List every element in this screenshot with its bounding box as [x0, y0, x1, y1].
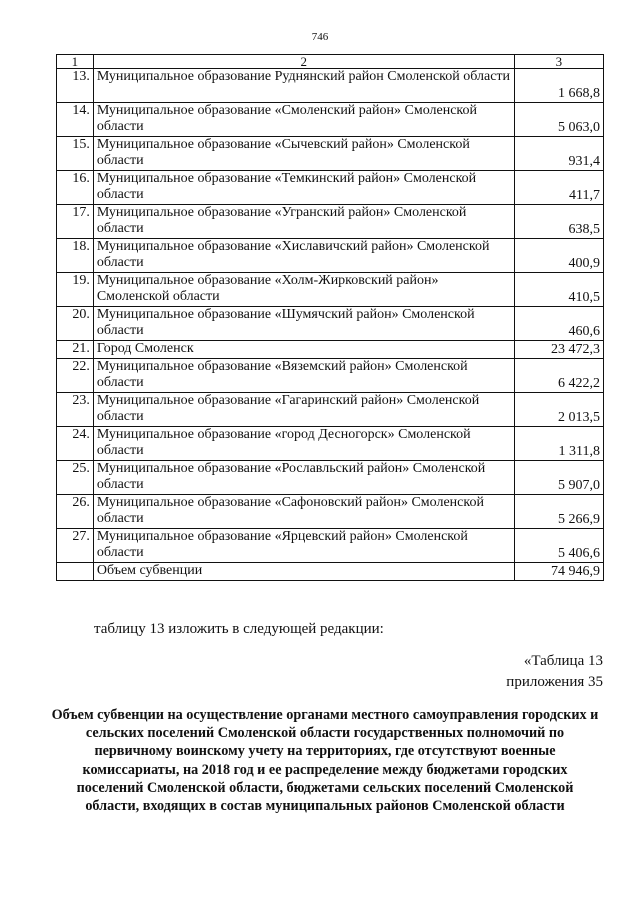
table-row [57, 171, 604, 205]
document-title: Объем субвенции на осуществление органами местного самоуправления городских и сельских поселений Смоленской области государственных полномочий по первичному воинскому учету на территориях, где отсутствуют военные комиссариаты, на 2018 год и ее распределение между бюджетами городских поселений Смоленской области, бюджетами сельских поселений Смоленской области, входящих в состав муниципальных районов Смоленской области [51, 707, 599, 815]
row-value: 460,6 [514, 307, 603, 341]
table-row [57, 359, 604, 393]
total-label: Объем субвенции [93, 563, 514, 581]
row-value: 5 406,6 [514, 529, 603, 563]
total-number [57, 563, 94, 581]
row-name: Город Смоленск [93, 341, 514, 359]
table-row [57, 393, 604, 427]
row-number: 16. [57, 171, 94, 205]
row-value: 638,5 [514, 205, 603, 239]
table-row [57, 341, 604, 359]
row-name: Муниципальное образование Руднянский район Смоленской области [93, 69, 514, 103]
total-value: 74 946,9 [514, 563, 603, 581]
row-name: Муниципальное образование «Шумячский район» Смоленской области [93, 307, 514, 341]
instruction-text: таблицу 13 изложить в следующей редакции: [94, 621, 384, 637]
table-reference-line2: приложения 35 [506, 674, 603, 690]
row-name: Муниципальное образование «Сычевский район» Смоленской области [93, 137, 514, 171]
row-number: 14. [57, 103, 94, 137]
row-value: 5 063,0 [514, 103, 603, 137]
row-number: 21. [57, 341, 94, 359]
row-number: 23. [57, 393, 94, 427]
row-number: 15. [57, 137, 94, 171]
row-name: Муниципальное образование «Темкинский район» Смоленской области [93, 171, 514, 205]
subvention-table [56, 54, 604, 581]
row-value: 2 013,5 [514, 393, 603, 427]
row-name: Муниципальное образование «Хиславичский район» Смоленской области [93, 239, 514, 273]
row-value: 1 311,8 [514, 427, 603, 461]
row-value: 5 907,0 [514, 461, 603, 495]
row-value: 400,9 [514, 239, 603, 273]
table-row [57, 495, 604, 529]
table-row [57, 427, 604, 461]
row-name: Муниципальное образование «Смоленский район» Смоленской области [93, 103, 514, 137]
table-reference [506, 651, 603, 693]
row-number: 25. [57, 461, 94, 495]
header-col-3: 3 [514, 55, 603, 69]
row-value: 411,7 [514, 171, 603, 205]
row-name: Муниципальное образование «Рославльский район» Смоленской области [93, 461, 514, 495]
table-reference-line1: «Таблица 13 [523, 653, 603, 669]
row-number: 20. [57, 307, 94, 341]
table-row [57, 69, 604, 103]
row-name: Муниципальное образование «Угранский район» Смоленской области [93, 205, 514, 239]
table-row [57, 239, 604, 273]
row-name: Муниципальное образование «Сафоновский район» Смоленской области [93, 495, 514, 529]
table-row [57, 307, 604, 341]
row-number: 24. [57, 427, 94, 461]
table-row [57, 529, 604, 563]
row-name: Муниципальное образование «Ярцевский район» Смоленской области [93, 529, 514, 563]
row-number: 17. [57, 205, 94, 239]
table-row [57, 137, 604, 171]
total-row [57, 563, 604, 581]
row-value: 6 422,2 [514, 359, 603, 393]
row-name: Муниципальное образование «город Десногорск» Смоленской области [93, 427, 514, 461]
table-header-row [57, 55, 604, 69]
row-value: 23 472,3 [514, 341, 603, 359]
table-row [57, 205, 604, 239]
row-value: 5 266,9 [514, 495, 603, 529]
row-value: 410,5 [514, 273, 603, 307]
table-row [57, 273, 604, 307]
header-col-1: 1 [57, 55, 94, 69]
row-name: Муниципальное образование «Гагаринский район» Смоленской области [93, 393, 514, 427]
row-number: 27. [57, 529, 94, 563]
row-number: 19. [57, 273, 94, 307]
row-name: Муниципальное образование «Холм-Жирковский район» Смоленской области [93, 273, 514, 307]
table-row [57, 103, 604, 137]
row-value: 1 668,8 [514, 69, 603, 103]
table-row [57, 461, 604, 495]
row-number: 22. [57, 359, 94, 393]
row-name: Муниципальное образование «Вяземский район» Смоленской области [93, 359, 514, 393]
row-number: 13. [57, 69, 94, 103]
header-col-2: 2 [93, 55, 514, 69]
row-value: 931,4 [514, 137, 603, 171]
row-number: 18. [57, 239, 94, 273]
row-number: 26. [57, 495, 94, 529]
page-number: 746 [311, 31, 329, 43]
